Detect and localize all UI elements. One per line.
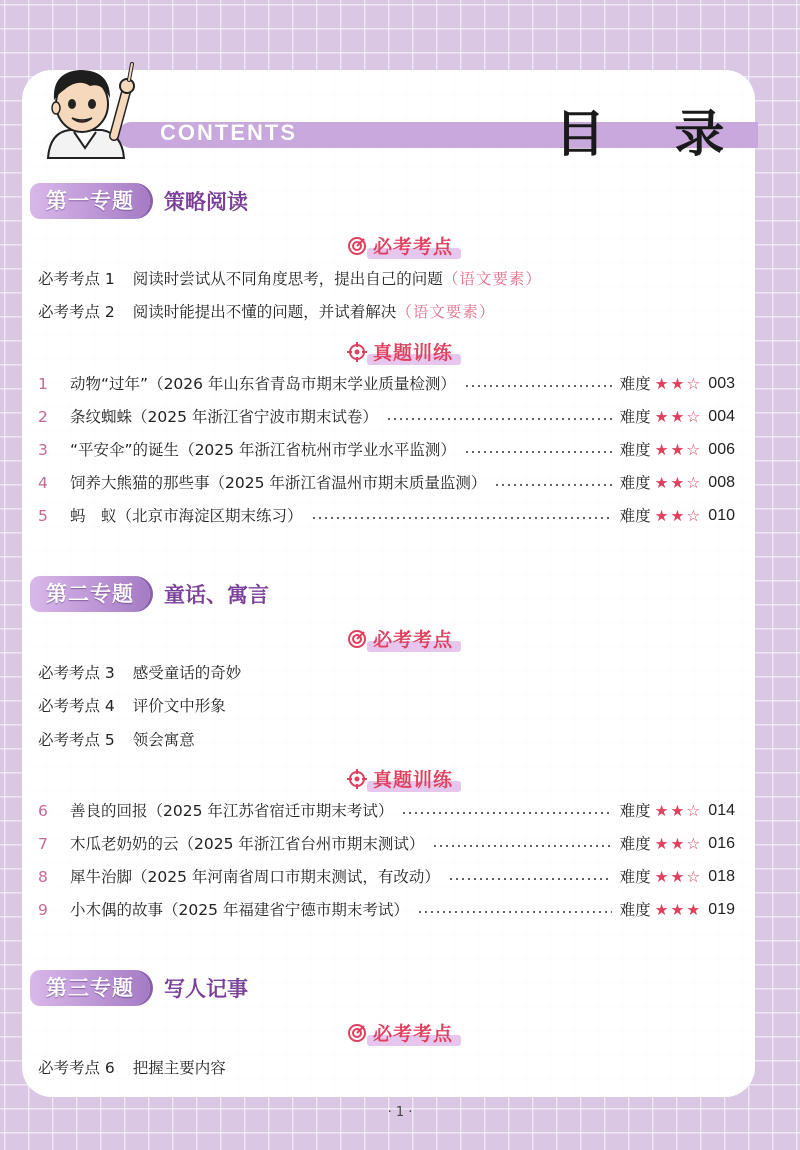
leader-dots — [432, 845, 611, 847]
kaodian-label: 必考考点 2 — [38, 303, 115, 321]
difficulty-label: 难度 — [619, 901, 651, 919]
entry-title: 善良的回报 — [70, 802, 148, 820]
entry-number: 5 — [38, 507, 48, 525]
difficulty-label: 难度 — [619, 408, 651, 426]
training-heading — [0, 765, 800, 791]
training-heading-text: 真题训练 — [372, 342, 453, 364]
leader-dots — [464, 385, 612, 387]
entry-number: 1 — [38, 375, 48, 393]
entry-number: 4 — [38, 474, 48, 492]
kaodian-heading-text: 必考考点 — [372, 629, 453, 651]
kaodian-text: 阅读时能提出不懂的问题，并试着解决 — [132, 303, 397, 321]
entry-source: （2026 年山东省青岛市期末学业质量检测） — [148, 375, 456, 393]
kaodian-item — [38, 662, 241, 684]
entry-title: 动物“过年” — [70, 375, 149, 393]
difficulty-label: 难度 — [619, 507, 651, 525]
toc-entry[interactable] — [38, 406, 735, 428]
kaodian-label: 必考考点 6 — [38, 1059, 115, 1077]
section-3-header — [30, 970, 248, 1006]
page-number: 014 — [708, 802, 735, 819]
target-icon — [347, 629, 367, 649]
difficulty-stars: ★★☆ — [654, 375, 703, 393]
kaodian-tag: （语文要素） — [442, 270, 542, 288]
entry-number: 9 — [38, 901, 48, 919]
entry-source: （2025 年浙江省台州市期末测试） — [178, 835, 425, 853]
page-number: 010 — [708, 507, 735, 524]
leader-dots — [448, 878, 612, 880]
kaodian-text: 领会寓意 — [132, 731, 195, 749]
entry-number: 8 — [38, 868, 48, 886]
section-title: 童话、寓言 — [164, 583, 269, 607]
entry-source: （2025 年浙江省宁波市期末试卷） — [132, 408, 378, 426]
kaodian-heading — [0, 232, 800, 258]
kaodian-tag: （语文要素） — [396, 303, 496, 321]
kaodian-item — [38, 695, 226, 717]
kaodian-item — [38, 1057, 226, 1079]
kaodian-item — [38, 729, 195, 751]
difficulty-label: 难度 — [619, 441, 651, 459]
difficulty-stars: ★★☆ — [654, 868, 703, 886]
entry-number: 6 — [38, 802, 48, 820]
difficulty-label: 难度 — [619, 868, 651, 886]
entry-number: 7 — [38, 835, 48, 853]
section-1-header — [30, 183, 248, 219]
entry-title: 犀牛治脚 — [70, 868, 133, 886]
toc-entry[interactable] — [38, 833, 735, 855]
entry-number: 2 — [38, 408, 48, 426]
difficulty-stars: ★★☆ — [654, 441, 703, 459]
section-title: 写人记事 — [164, 977, 248, 1001]
page-number: 008 — [708, 474, 735, 491]
boy-mascot-icon — [30, 52, 140, 162]
entry-source: （2025 年浙江省杭州市学业水平监测） — [179, 441, 456, 459]
difficulty-label: 难度 — [619, 802, 651, 820]
section-tag: 第一专题 — [30, 183, 150, 219]
entry-title: 饲养大熊猫的那些事 — [70, 474, 210, 492]
difficulty-stars: ★★☆ — [654, 802, 703, 820]
kaodian-text: 评价文中形象 — [132, 697, 226, 715]
leader-dots — [494, 484, 611, 486]
section-tag: 第三专题 — [30, 970, 150, 1006]
leader-dots — [386, 418, 612, 420]
page-footer: · 1 · — [387, 1105, 413, 1120]
difficulty-label: 难度 — [619, 835, 651, 853]
toc-entry[interactable] — [38, 472, 735, 494]
section-2-header — [30, 576, 269, 612]
entry-source: （2025 年浙江省温州市期末质量监测） — [209, 474, 487, 492]
entry-title: 木瓜老奶奶的云 — [70, 835, 179, 853]
section-tag: 第二专题 — [30, 576, 150, 612]
leader-dots — [417, 911, 612, 913]
entry-source: （2025 年福建省宁德市期末考试） — [163, 901, 409, 919]
kaodian-label: 必考考点 3 — [38, 664, 115, 682]
leader-dots — [311, 517, 612, 519]
toc-entry[interactable] — [38, 373, 735, 395]
page-number: 004 — [708, 408, 735, 425]
kaodian-heading — [0, 625, 800, 651]
kaodian-label: 必考考点 4 — [38, 697, 115, 715]
difficulty-stars: ★★☆ — [654, 835, 703, 853]
difficulty-stars: ★★☆ — [654, 507, 703, 525]
difficulty-stars: ★★★ — [654, 901, 703, 919]
kaodian-heading-text: 必考考点 — [372, 236, 453, 258]
crosshair-icon — [347, 342, 367, 362]
page-number: 018 — [708, 868, 735, 885]
kaodian-item — [38, 301, 495, 323]
toc-entry[interactable] — [38, 505, 735, 527]
difficulty-stars: ★★☆ — [654, 474, 703, 492]
page-title: 目 录 — [555, 105, 751, 163]
kaodian-text: 把握主要内容 — [132, 1059, 226, 1077]
kaodian-text: 阅读时尝试从不同角度思考，提出自己的问题 — [132, 270, 443, 288]
entry-title: 蚂 蚁 — [70, 507, 117, 525]
difficulty-label: 难度 — [619, 375, 651, 393]
toc-entry[interactable] — [38, 866, 735, 888]
kaodian-label: 必考考点 1 — [38, 270, 115, 288]
toc-entry[interactable] — [38, 439, 735, 461]
entry-source: （2025 年河南省周口市期末测试，有改动） — [132, 868, 440, 886]
training-heading-text: 真题训练 — [372, 769, 453, 791]
leader-dots — [464, 451, 612, 453]
crosshair-icon — [347, 769, 367, 789]
leader-dots — [401, 812, 611, 814]
toc-entry[interactable] — [38, 800, 735, 822]
target-icon — [347, 236, 367, 256]
page-number: 006 — [708, 441, 735, 458]
entry-title: 条纹蜘蛛 — [70, 408, 133, 426]
entry-source: （2025 年江苏省宿迁市期末考试） — [147, 802, 394, 820]
difficulty-label: 难度 — [619, 474, 651, 492]
page-number: 016 — [708, 835, 735, 852]
kaodian-heading — [0, 1019, 800, 1045]
target-icon — [347, 1023, 367, 1043]
entry-source: （北京市海淀区期末练习） — [116, 507, 303, 525]
training-heading — [0, 338, 800, 364]
page-number: 003 — [708, 375, 735, 392]
kaodian-heading-text: 必考考点 — [372, 1023, 453, 1045]
entry-title: “平安伞”的诞生 — [70, 441, 180, 459]
kaodian-item — [38, 268, 542, 290]
entry-title: 小木偶的故事 — [70, 901, 164, 919]
section-title: 策略阅读 — [164, 190, 248, 214]
page-number: 019 — [708, 901, 735, 918]
difficulty-stars: ★★☆ — [654, 408, 703, 426]
toc-entry[interactable] — [38, 899, 735, 921]
kaodian-text: 感受童话的奇妙 — [132, 664, 242, 682]
kaodian-label: 必考考点 5 — [38, 731, 115, 749]
contents-word: CONTENTS — [160, 120, 297, 145]
entry-number: 3 — [38, 441, 48, 459]
